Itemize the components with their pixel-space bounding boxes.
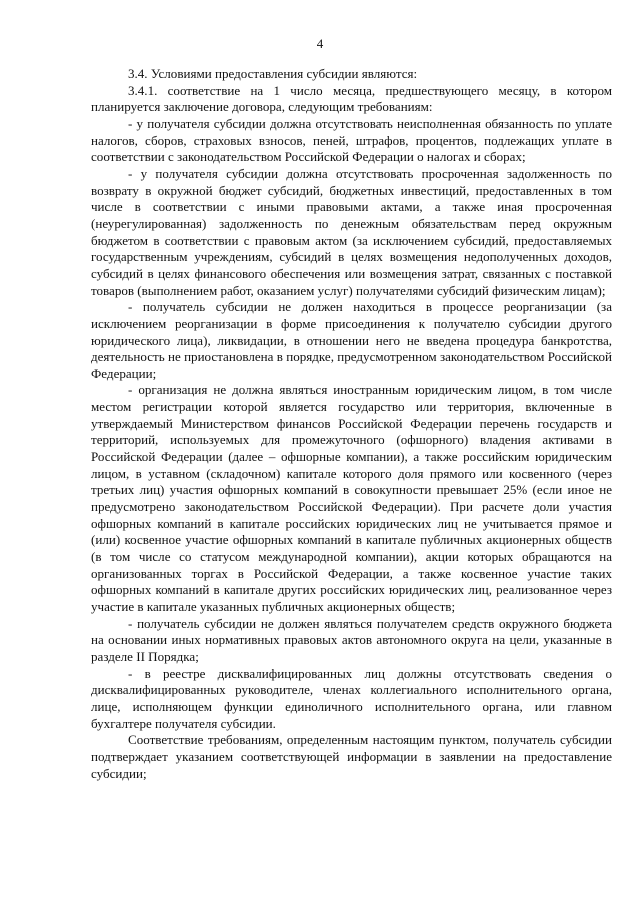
paragraph-subsection-intro: 3.4.1. соответствие на 1 число месяца, предшествующего месяцу, в котором планируется заключение договора, следующим требованиям: [91,82,612,115]
paragraph-requirement-disqualified: - в реестре дисквалифицированных лиц должны отсутствовать сведения о дисквалифицированных руководителе, членах коллегиального исполнительного органа, лице, исполняющем функции единоличного исполнительного органа, или главном бухгалтере получателя субсидии. [91,665,612,731]
paragraph-section-title: 3.4. Условиями предоставления субсидии являются: [128,66,418,81]
paragraph-requirement-offshore: - организация не должна являться иностранным юридическим лицом, в том числе местом регистрации которой является государство или территория, включенные в утверждаемый Министерством финансов Российской Федерации перечень государств и территорий, используемых для промежуточного (офшорного) владения активами в Российской Федерации (далее – офшорные компании), а также российским юридическим лицом, в уставном (складочном) капитале которого доля прямого или косвенного (через третьих лиц) участия офшорных компаний в совокупности превышает 25% (если иное не предусмотрено законодательством Российской Федерации). При расчете доли участия офшорных компаний в капитале российских юридических лиц не учитывается прямое и (или) косвенное участие офшорных компаний в капитале публичных акционерных обществ (в том числе со статусом международной компании), акции которых обращаются на организованных торгах в Российской Федерации, а также косвенное участие таких офшорных компаний в капитале других российских юридических лиц, реализованное через участие в капитале указанных публичных акционерных обществ; [91,382,612,614]
paragraph-requirement-reorganization: - получатель субсидии не должен находиться в процессе реорганизации (за исключением реорганизации в форме присоединения к получателю субсидии другого юридического лица), ликвидации, в отношении него не введена процедура банкротства, деятельность не приостановлена в порядке, предусмотренном законодательством Российской Федерации; [91,299,612,381]
paragraph-confirmation: Соответствие требованиям, определенным настоящим пунктом, получатель субсидии подтверждает указанием соответствующей информации в заявлении на предоставление субсидии; [91,732,612,781]
paragraph-requirement-budget-debt: - у получателя субсидии должна отсутствовать просроченная задолженность по возврату в окружной бюджет субсидий, бюджетных инвестиций, предоставленных в том числе в соответствии с иными правовыми актами, а также иная просроченная (неурегулированная) задолженность по денежным обязательствам перед окружным бюджетом в соответствии с правовым актом (за исключением субсидий, предоставляемых государственным учреждениям, субсидий в целях возмещения недополученных доходов, субсидий в целях финансового обеспечения или возмещения затрат, связанных с поставкой товаров (выполнением работ, оказанием услуг) получателями субсидий физическим лицам); [91,165,612,298]
page-number: 4 [316,36,324,51]
paragraph-requirement-other-funds: - получатель субсидии не должен являться получателем средств окружного бюджета на основании иных нормативных правовых актов автономного округа на цели, указанные в разделе II Порядка; [91,615,612,664]
document-body [91,66,612,782]
paragraph-requirement-taxes: - у получателя субсидии должна отсутствовать неисполненная обязанность по уплате налогов, сборов, страховых взносов, пеней, штрафов, процентов, подлежащих уплате в соответствии с законодательством Российской Федерации о налогах и сборах; [91,115,612,165]
